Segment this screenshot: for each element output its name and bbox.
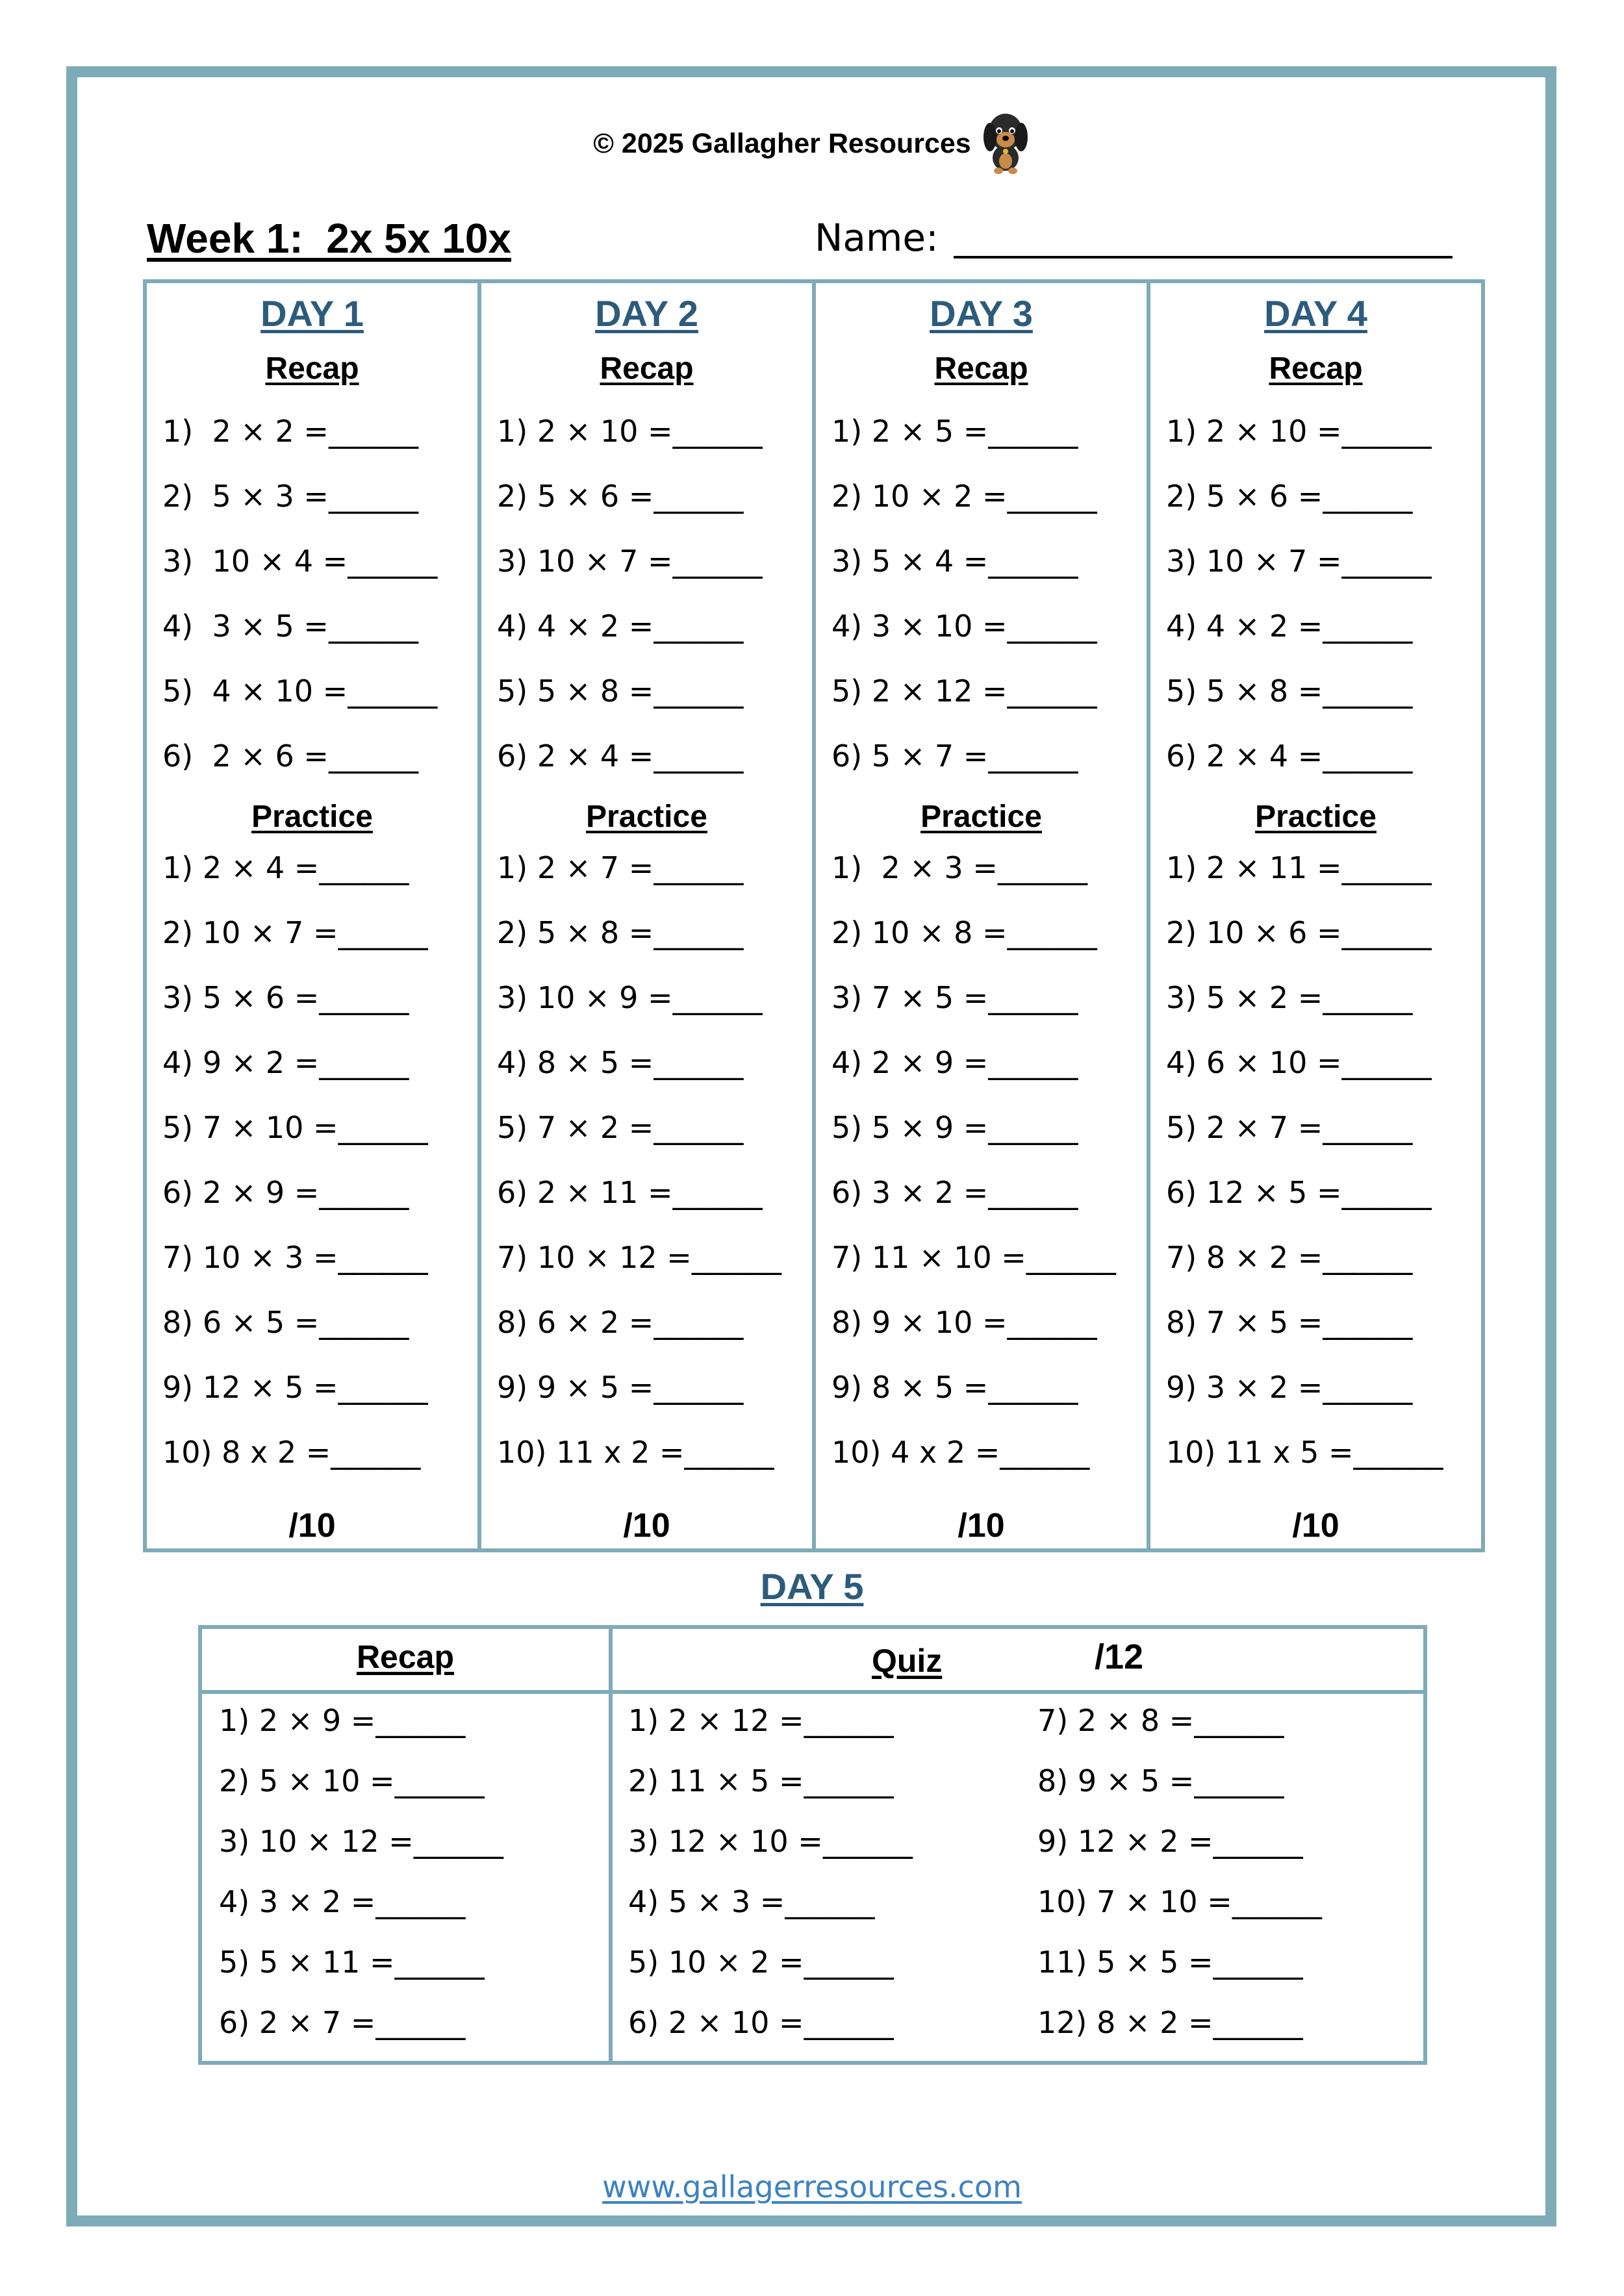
- day-column: [481, 283, 816, 1548]
- practice-question[interactable]: 6) 12 × 5 =______: [1166, 1175, 1432, 1210]
- practice-question[interactable]: 10) 11 x 5 =______: [1166, 1435, 1443, 1470]
- practice-question[interactable]: 9) 9 × 5 =______: [497, 1370, 744, 1405]
- day-score: /10: [1292, 1507, 1339, 1545]
- recap-question[interactable]: 2) 10 × 2 =______: [831, 479, 1097, 514]
- practice-question[interactable]: 4) 9 × 2 =______: [162, 1045, 409, 1080]
- recap-question[interactable]: 3) 5 × 4 =______: [831, 544, 1078, 579]
- days-grid: [143, 279, 1485, 1552]
- practice-question[interactable]: 9) 3 × 2 =______: [1166, 1370, 1413, 1405]
- practice-question[interactable]: 5) 5 × 9 =______: [831, 1110, 1078, 1145]
- practice-question[interactable]: 2) 5 × 8 =______: [497, 915, 744, 950]
- practice-question[interactable]: 6) 2 × 9 =______: [162, 1175, 409, 1210]
- day-column: [1150, 283, 1481, 1548]
- practice-heading: Practice: [1255, 800, 1377, 834]
- practice-question[interactable]: 1) 2 × 3 =______: [831, 850, 1087, 885]
- recap-question[interactable]: 6) 2 × 4 =______: [497, 738, 744, 774]
- practice-question[interactable]: 1) 2 × 7 =______: [497, 850, 744, 885]
- practice-question[interactable]: 3) 7 × 5 =______: [831, 980, 1078, 1015]
- worksheet-title: Week 1: 2x 5x 10x: [147, 215, 511, 262]
- practice-question[interactable]: 6) 2 × 11 =______: [497, 1175, 763, 1210]
- practice-question[interactable]: 2) 10 × 7 =______: [162, 915, 428, 950]
- practice-question[interactable]: 1) 2 × 11 =______: [1166, 850, 1432, 885]
- day5-quiz-question[interactable]: 7) 2 × 8 =______: [1037, 1703, 1284, 1738]
- day5-recap-heading: Recap: [356, 1639, 455, 1675]
- practice-question[interactable]: 2) 10 × 6 =______: [1166, 915, 1432, 950]
- recap-heading: Recap: [600, 351, 694, 386]
- recap-question[interactable]: 4) 3 × 10 =______: [831, 609, 1097, 644]
- recap-question[interactable]: 4) 4 × 2 =______: [497, 609, 744, 644]
- recap-question[interactable]: 1) 2 × 5 =______: [831, 414, 1078, 449]
- practice-question[interactable]: 4) 2 × 9 =______: [831, 1045, 1078, 1080]
- day5-quiz-question[interactable]: 11) 5 × 5 =______: [1037, 1945, 1303, 1980]
- recap-question[interactable]: 5) 5 × 8 =______: [1166, 674, 1413, 709]
- day5-recap-question[interactable]: 5) 5 × 11 =______: [219, 1945, 485, 1980]
- recap-question[interactable]: 3) 10 × 4 =______: [162, 544, 438, 579]
- practice-question[interactable]: 10) 11 x 2 =______: [497, 1435, 774, 1470]
- copyright-text: © 2025 Gallagher Resources: [593, 127, 971, 159]
- practice-question[interactable]: 6) 3 × 2 =______: [831, 1175, 1078, 1210]
- practice-question[interactable]: 4) 6 × 10 =______: [1166, 1045, 1432, 1080]
- day-score: /10: [958, 1507, 1005, 1545]
- day5-quiz-question[interactable]: 5) 10 × 2 =______: [628, 1945, 894, 1980]
- day5-recap-question[interactable]: 3) 10 × 12 =______: [219, 1824, 503, 1859]
- recap-heading: Recap: [934, 351, 1028, 386]
- practice-heading: Practice: [586, 800, 707, 834]
- recap-question[interactable]: 3) 10 × 7 =______: [497, 544, 763, 579]
- day5-recap-question[interactable]: 4) 3 × 2 =______: [219, 1884, 466, 1919]
- day5-title: DAY 5: [760, 1566, 864, 1607]
- day5-table: [198, 1625, 1427, 2065]
- copyright-header: [0, 122, 1624, 165]
- recap-question[interactable]: 4) 3 × 5 =______: [162, 609, 418, 644]
- day5-recap-question[interactable]: 2) 5 × 10 =______: [219, 1763, 485, 1798]
- practice-question[interactable]: 5) 2 × 7 =______: [1166, 1110, 1413, 1145]
- recap-question[interactable]: 2) 5 × 6 =______: [497, 479, 744, 514]
- recap-question[interactable]: 2) 5 × 3 =______: [162, 479, 418, 514]
- day5-header-divider: [202, 1690, 1423, 1694]
- day5-quiz-question[interactable]: 10) 7 × 10 =______: [1037, 1884, 1322, 1919]
- day5-quiz-question[interactable]: 1) 2 × 12 =______: [628, 1703, 894, 1738]
- practice-question[interactable]: 1) 2 × 4 =______: [162, 850, 409, 885]
- recap-question[interactable]: 5) 4 × 10 =______: [162, 674, 438, 709]
- recap-heading: Recap: [265, 351, 359, 386]
- practice-heading: Practice: [251, 800, 373, 834]
- day-title: DAY 4: [1264, 293, 1367, 334]
- practice-question[interactable]: 7) 10 × 12 =______: [497, 1240, 781, 1275]
- day-title: DAY 1: [260, 293, 364, 334]
- day5-quiz-question[interactable]: 2) 11 × 5 =______: [628, 1763, 894, 1798]
- website-link[interactable]: www.gallagerresources.com: [602, 2169, 1022, 2204]
- recap-question[interactable]: 1) 2 × 10 =______: [497, 414, 763, 449]
- day-score: /10: [623, 1507, 670, 1545]
- day-title: DAY 3: [930, 293, 1033, 334]
- practice-question[interactable]: 3) 10 × 9 =______: [497, 980, 763, 1015]
- day-score: /10: [288, 1507, 336, 1545]
- recap-question[interactable]: 4) 4 × 2 =______: [1166, 609, 1413, 644]
- puppy-logo-icon: [980, 107, 1031, 175]
- recap-question[interactable]: 1) 2 × 10 =______: [1166, 414, 1432, 449]
- practice-question[interactable]: 4) 8 × 5 =______: [497, 1045, 744, 1080]
- practice-question[interactable]: 3) 5 × 6 =______: [162, 980, 409, 1015]
- day5-recap-question[interactable]: 1) 2 × 9 =______: [219, 1703, 466, 1738]
- recap-question[interactable]: 1) 2 × 2 =______: [162, 414, 418, 449]
- practice-question[interactable]: 5) 7 × 10 =______: [162, 1110, 428, 1145]
- practice-question[interactable]: 9) 8 × 5 =______: [831, 1370, 1078, 1405]
- practice-question[interactable]: 8) 6 × 5 =______: [162, 1305, 409, 1340]
- practice-question[interactable]: 5) 7 × 2 =______: [497, 1110, 744, 1145]
- recap-question[interactable]: 3) 10 × 7 =______: [1166, 544, 1432, 579]
- practice-question[interactable]: 7) 11 × 10 =______: [831, 1240, 1116, 1275]
- practice-question[interactable]: 3) 5 × 2 =______: [1166, 980, 1413, 1015]
- day5-quiz-heading: Quiz: [872, 1643, 943, 1679]
- name-input-line[interactable]: [954, 256, 1453, 259]
- practice-question[interactable]: 8) 9 × 10 =______: [831, 1305, 1097, 1340]
- day5-quiz-question[interactable]: 4) 5 × 3 =______: [628, 1884, 875, 1919]
- recap-question[interactable]: 6) 2 × 4 =______: [1166, 738, 1413, 774]
- day5-quiz-question[interactable]: 6) 2 × 10 =______: [628, 2005, 894, 2040]
- recap-question[interactable]: 5) 2 × 12 =______: [831, 674, 1097, 709]
- day-column: [816, 283, 1150, 1548]
- day5-recap-question[interactable]: 6) 2 × 7 =______: [219, 2005, 466, 2040]
- practice-question[interactable]: 7) 8 × 2 =______: [1166, 1240, 1413, 1275]
- practice-question[interactable]: 8) 6 × 2 =______: [497, 1305, 744, 1340]
- day-title: DAY 2: [595, 293, 698, 334]
- practice-question[interactable]: 9) 12 × 5 =______: [162, 1370, 428, 1405]
- recap-question[interactable]: 6) 2 × 6 =______: [162, 738, 418, 774]
- recap-question[interactable]: 6) 5 × 7 =______: [831, 738, 1078, 774]
- practice-heading: Practice: [920, 800, 1042, 834]
- practice-question[interactable]: 10) 4 x 2 =______: [831, 1435, 1090, 1470]
- day5-quiz-score: /12: [1095, 1637, 1144, 1676]
- recap-question[interactable]: 5) 5 × 8 =______: [497, 674, 744, 709]
- practice-question[interactable]: 10) 8 x 2 =______: [162, 1435, 421, 1470]
- recap-heading: Recap: [1269, 351, 1363, 386]
- name-label: Name:: [815, 216, 939, 260]
- practice-question[interactable]: 2) 10 × 8 =______: [831, 915, 1097, 950]
- practice-question[interactable]: 8) 7 × 5 =______: [1166, 1305, 1413, 1340]
- recap-question[interactable]: 2) 5 × 6 =______: [1166, 479, 1413, 514]
- day5-quiz-question[interactable]: 9) 12 × 2 =______: [1037, 1824, 1303, 1859]
- day5-quiz-question[interactable]: 8) 9 × 5 =______: [1037, 1763, 1284, 1798]
- practice-question[interactable]: 7) 10 × 3 =______: [162, 1240, 428, 1275]
- day5-quiz-question[interactable]: 12) 8 × 2 =______: [1037, 2005, 1303, 2040]
- day-column: [147, 283, 481, 1548]
- day5-quiz-question[interactable]: 3) 12 × 10 =______: [628, 1824, 913, 1859]
